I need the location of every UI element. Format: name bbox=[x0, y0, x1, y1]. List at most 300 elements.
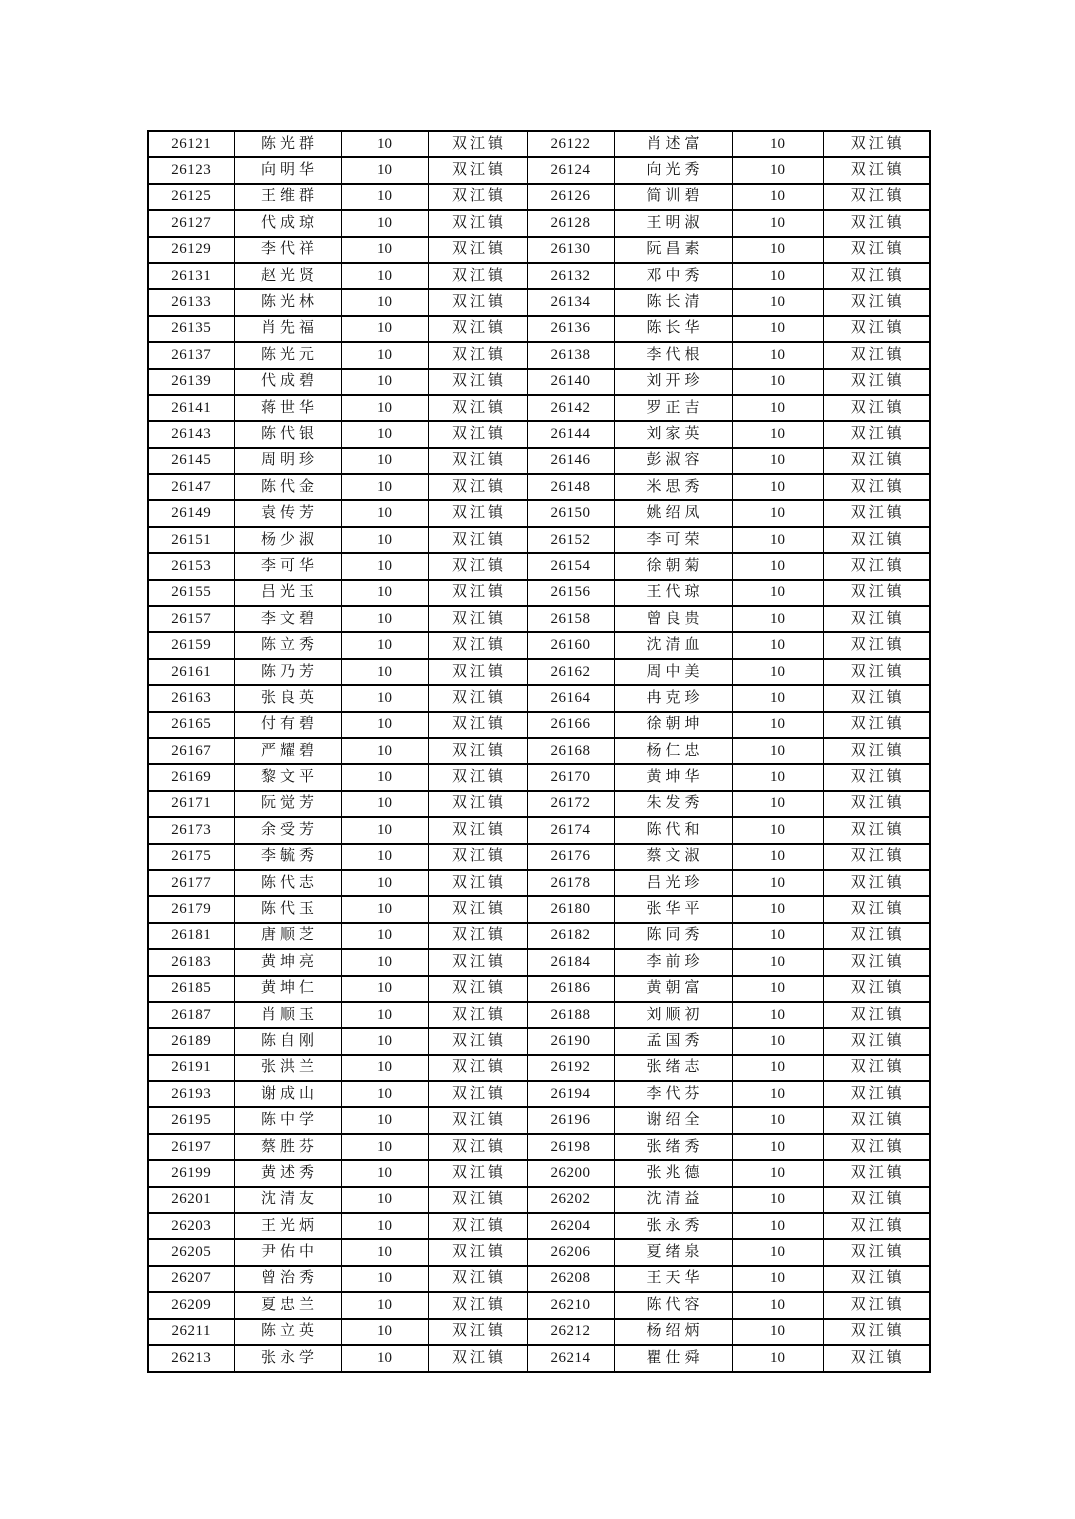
entry-name-cell: 王明淑 bbox=[614, 210, 732, 236]
entry-id-cell: 26181 bbox=[148, 923, 234, 949]
entry-town-cell: 双江镇 bbox=[428, 817, 527, 843]
entry-id-cell: 26171 bbox=[148, 791, 234, 817]
entry-id-cell: 26182 bbox=[527, 923, 614, 949]
entry-value-cell: 10 bbox=[341, 289, 428, 315]
entry-value-cell: 10 bbox=[732, 131, 823, 157]
entry-value-cell: 10 bbox=[732, 1292, 823, 1318]
roster-table-body bbox=[148, 131, 930, 1372]
entry-name-cell: 尹佑中 bbox=[234, 1239, 341, 1265]
entry-town-cell: 双江镇 bbox=[428, 1134, 527, 1160]
entry-value-cell: 10 bbox=[341, 791, 428, 817]
entry-name-cell: 陈代玉 bbox=[234, 896, 341, 922]
entry-id-cell: 26148 bbox=[527, 474, 614, 500]
table-row bbox=[148, 1345, 930, 1372]
entry-id-cell: 26192 bbox=[527, 1055, 614, 1081]
entry-value-cell: 10 bbox=[341, 474, 428, 500]
entry-name-cell: 黄坤仁 bbox=[234, 976, 341, 1002]
entry-town-cell: 双江镇 bbox=[823, 1239, 930, 1265]
entry-id-cell: 26140 bbox=[527, 369, 614, 395]
entry-name-cell: 谢成山 bbox=[234, 1081, 341, 1107]
table-row bbox=[148, 1319, 930, 1345]
entry-value-cell: 10 bbox=[732, 1345, 823, 1372]
table-row bbox=[148, 580, 930, 606]
entry-name-cell: 张洪兰 bbox=[234, 1055, 341, 1081]
entry-town-cell: 双江镇 bbox=[428, 685, 527, 711]
entry-name-cell: 李代芬 bbox=[614, 1081, 732, 1107]
entry-town-cell: 双江镇 bbox=[428, 342, 527, 368]
entry-id-cell: 26167 bbox=[148, 738, 234, 764]
entry-id-cell: 26123 bbox=[148, 157, 234, 183]
entry-value-cell: 10 bbox=[732, 1134, 823, 1160]
entry-town-cell: 双江镇 bbox=[428, 1107, 527, 1133]
entry-town-cell: 双江镇 bbox=[428, 289, 527, 315]
entry-town-cell: 双江镇 bbox=[428, 764, 527, 790]
entry-id-cell: 26188 bbox=[527, 1002, 614, 1028]
entry-name-cell: 蒋世华 bbox=[234, 395, 341, 421]
entry-name-cell: 阮觉芳 bbox=[234, 791, 341, 817]
entry-name-cell: 肖述富 bbox=[614, 131, 732, 157]
entry-value-cell: 10 bbox=[732, 1266, 823, 1292]
entry-value-cell: 10 bbox=[341, 606, 428, 632]
table-row bbox=[148, 976, 930, 1002]
entry-value-cell: 10 bbox=[341, 632, 428, 658]
entry-name-cell: 赵光贤 bbox=[234, 263, 341, 289]
entry-value-cell: 10 bbox=[341, 738, 428, 764]
entry-value-cell: 10 bbox=[341, 131, 428, 157]
entry-value-cell: 10 bbox=[732, 1028, 823, 1054]
entry-name-cell: 夏忠兰 bbox=[234, 1292, 341, 1318]
entry-town-cell: 双江镇 bbox=[428, 1239, 527, 1265]
entry-town-cell: 双江镇 bbox=[823, 395, 930, 421]
entry-id-cell: 26207 bbox=[148, 1266, 234, 1292]
entry-id-cell: 26178 bbox=[527, 870, 614, 896]
entry-id-cell: 26141 bbox=[148, 395, 234, 421]
entry-id-cell: 26138 bbox=[527, 342, 614, 368]
entry-name-cell: 黄坤亮 bbox=[234, 949, 341, 975]
entry-name-cell: 代成琼 bbox=[234, 210, 341, 236]
entry-id-cell: 26133 bbox=[148, 289, 234, 315]
entry-value-cell: 10 bbox=[732, 1187, 823, 1213]
table-row bbox=[148, 1107, 930, 1133]
entry-value-cell: 10 bbox=[732, 448, 823, 474]
entry-value-cell: 10 bbox=[341, 923, 428, 949]
entry-id-cell: 26139 bbox=[148, 369, 234, 395]
entry-value-cell: 10 bbox=[341, 395, 428, 421]
entry-name-cell: 向光秀 bbox=[614, 157, 732, 183]
entry-value-cell: 10 bbox=[732, 421, 823, 447]
entry-id-cell: 26125 bbox=[148, 184, 234, 210]
entry-id-cell: 26163 bbox=[148, 685, 234, 711]
entry-value-cell: 10 bbox=[341, 870, 428, 896]
entry-value-cell: 10 bbox=[732, 870, 823, 896]
entry-name-cell: 陈代银 bbox=[234, 421, 341, 447]
entry-id-cell: 26164 bbox=[527, 685, 614, 711]
entry-name-cell: 李可华 bbox=[234, 553, 341, 579]
table-row bbox=[148, 1160, 930, 1186]
entry-town-cell: 双江镇 bbox=[428, 949, 527, 975]
entry-town-cell: 双江镇 bbox=[823, 263, 930, 289]
entry-id-cell: 26195 bbox=[148, 1107, 234, 1133]
entry-id-cell: 26142 bbox=[527, 395, 614, 421]
entry-town-cell: 双江镇 bbox=[823, 791, 930, 817]
entry-value-cell: 10 bbox=[732, 1002, 823, 1028]
entry-name-cell: 陈长华 bbox=[614, 316, 732, 342]
entry-name-cell: 沈清益 bbox=[614, 1187, 732, 1213]
entry-value-cell: 10 bbox=[341, 580, 428, 606]
table-row bbox=[148, 764, 930, 790]
entry-name-cell: 陈立秀 bbox=[234, 632, 341, 658]
entry-name-cell: 彭淑容 bbox=[614, 448, 732, 474]
entry-name-cell: 周中美 bbox=[614, 659, 732, 685]
entry-name-cell: 李文碧 bbox=[234, 606, 341, 632]
entry-name-cell: 张永学 bbox=[234, 1345, 341, 1372]
entry-value-cell: 10 bbox=[341, 527, 428, 553]
entry-value-cell: 10 bbox=[732, 395, 823, 421]
entry-name-cell: 黄述秀 bbox=[234, 1160, 341, 1186]
table-row bbox=[148, 553, 930, 579]
entry-name-cell: 冉克珍 bbox=[614, 685, 732, 711]
entry-value-cell: 10 bbox=[732, 184, 823, 210]
entry-value-cell: 10 bbox=[341, 448, 428, 474]
entry-name-cell: 李前珍 bbox=[614, 949, 732, 975]
entry-town-cell: 双江镇 bbox=[428, 1028, 527, 1054]
entry-name-cell: 徐朝菊 bbox=[614, 553, 732, 579]
entry-id-cell: 26177 bbox=[148, 870, 234, 896]
entry-town-cell: 双江镇 bbox=[823, 369, 930, 395]
entry-id-cell: 26166 bbox=[527, 712, 614, 738]
entry-town-cell: 双江镇 bbox=[823, 1107, 930, 1133]
entry-id-cell: 26211 bbox=[148, 1319, 234, 1345]
table-row bbox=[148, 923, 930, 949]
entry-value-cell: 10 bbox=[341, 712, 428, 738]
entry-id-cell: 26175 bbox=[148, 844, 234, 870]
entry-value-cell: 10 bbox=[341, 844, 428, 870]
entry-name-cell: 杨仁忠 bbox=[614, 738, 732, 764]
entry-town-cell: 双江镇 bbox=[428, 844, 527, 870]
table-row bbox=[148, 1002, 930, 1028]
entry-value-cell: 10 bbox=[732, 289, 823, 315]
entry-name-cell: 吕光珍 bbox=[614, 870, 732, 896]
entry-value-cell: 10 bbox=[341, 1319, 428, 1345]
entry-value-cell: 10 bbox=[732, 527, 823, 553]
entry-town-cell: 双江镇 bbox=[428, 553, 527, 579]
entry-town-cell: 双江镇 bbox=[823, 632, 930, 658]
entry-value-cell: 10 bbox=[341, 263, 428, 289]
entry-value-cell: 10 bbox=[341, 553, 428, 579]
entry-id-cell: 26131 bbox=[148, 263, 234, 289]
entry-id-cell: 26185 bbox=[148, 976, 234, 1002]
roster-table bbox=[147, 130, 931, 1373]
entry-value-cell: 10 bbox=[732, 764, 823, 790]
entry-name-cell: 黄朝富 bbox=[614, 976, 732, 1002]
entry-name-cell: 付有碧 bbox=[234, 712, 341, 738]
entry-town-cell: 双江镇 bbox=[428, 527, 527, 553]
entry-name-cell: 陈中学 bbox=[234, 1107, 341, 1133]
entry-id-cell: 26127 bbox=[148, 210, 234, 236]
entry-id-cell: 26149 bbox=[148, 500, 234, 526]
table-row bbox=[148, 738, 930, 764]
entry-id-cell: 26143 bbox=[148, 421, 234, 447]
table-row bbox=[148, 632, 930, 658]
entry-value-cell: 10 bbox=[732, 659, 823, 685]
entry-value-cell: 10 bbox=[732, 1319, 823, 1345]
entry-id-cell: 26154 bbox=[527, 553, 614, 579]
entry-name-cell: 向明华 bbox=[234, 157, 341, 183]
table-row bbox=[148, 1187, 930, 1213]
entry-town-cell: 双江镇 bbox=[823, 1266, 930, 1292]
entry-value-cell: 10 bbox=[341, 1266, 428, 1292]
table-row bbox=[148, 263, 930, 289]
entry-name-cell: 阮昌素 bbox=[614, 237, 732, 263]
entry-town-cell: 双江镇 bbox=[428, 632, 527, 658]
entry-town-cell: 双江镇 bbox=[823, 527, 930, 553]
entry-town-cell: 双江镇 bbox=[428, 421, 527, 447]
entry-name-cell: 严耀碧 bbox=[234, 738, 341, 764]
entry-id-cell: 26126 bbox=[527, 184, 614, 210]
entry-id-cell: 26132 bbox=[527, 263, 614, 289]
entry-name-cell: 谢绍全 bbox=[614, 1107, 732, 1133]
entry-name-cell: 罗正吉 bbox=[614, 395, 732, 421]
entry-town-cell: 双江镇 bbox=[823, 184, 930, 210]
entry-id-cell: 26184 bbox=[527, 949, 614, 975]
entry-value-cell: 10 bbox=[341, 976, 428, 1002]
entry-name-cell: 曾良贵 bbox=[614, 606, 732, 632]
entry-name-cell: 袁传芳 bbox=[234, 500, 341, 526]
entry-id-cell: 26212 bbox=[527, 1319, 614, 1345]
entry-town-cell: 双江镇 bbox=[823, 316, 930, 342]
entry-name-cell: 陈光群 bbox=[234, 131, 341, 157]
entry-name-cell: 唐顺芝 bbox=[234, 923, 341, 949]
entry-value-cell: 10 bbox=[732, 474, 823, 500]
entry-town-cell: 双江镇 bbox=[823, 1081, 930, 1107]
entry-value-cell: 10 bbox=[341, 500, 428, 526]
table-row bbox=[148, 1292, 930, 1318]
entry-id-cell: 26206 bbox=[527, 1239, 614, 1265]
entry-town-cell: 双江镇 bbox=[823, 1345, 930, 1372]
entry-town-cell: 双江镇 bbox=[823, 764, 930, 790]
table-row bbox=[148, 527, 930, 553]
entry-town-cell: 双江镇 bbox=[823, 580, 930, 606]
entry-value-cell: 10 bbox=[341, 316, 428, 342]
entry-name-cell: 陈光元 bbox=[234, 342, 341, 368]
entry-town-cell: 双江镇 bbox=[823, 1002, 930, 1028]
entry-value-cell: 10 bbox=[341, 817, 428, 843]
entry-town-cell: 双江镇 bbox=[428, 976, 527, 1002]
entry-id-cell: 26146 bbox=[527, 448, 614, 474]
entry-value-cell: 10 bbox=[341, 421, 428, 447]
entry-id-cell: 26147 bbox=[148, 474, 234, 500]
entry-value-cell: 10 bbox=[732, 263, 823, 289]
entry-name-cell: 刘家英 bbox=[614, 421, 732, 447]
entry-name-cell: 夏绪泉 bbox=[614, 1239, 732, 1265]
entry-name-cell: 王光炳 bbox=[234, 1213, 341, 1239]
entry-name-cell: 瞿仕舜 bbox=[614, 1345, 732, 1372]
table-row bbox=[148, 131, 930, 157]
entry-name-cell: 沈清血 bbox=[614, 632, 732, 658]
entry-value-cell: 10 bbox=[341, 685, 428, 711]
entry-town-cell: 双江镇 bbox=[823, 949, 930, 975]
entry-town-cell: 双江镇 bbox=[823, 157, 930, 183]
entry-id-cell: 26160 bbox=[527, 632, 614, 658]
entry-name-cell: 姚绍凤 bbox=[614, 500, 732, 526]
table-row bbox=[148, 369, 930, 395]
entry-value-cell: 10 bbox=[341, 1055, 428, 1081]
table-row bbox=[148, 237, 930, 263]
entry-value-cell: 10 bbox=[341, 1028, 428, 1054]
entry-name-cell: 邓中秀 bbox=[614, 263, 732, 289]
table-row bbox=[148, 474, 930, 500]
table-row bbox=[148, 395, 930, 421]
table-row bbox=[148, 896, 930, 922]
table-row bbox=[148, 791, 930, 817]
entry-name-cell: 陈代和 bbox=[614, 817, 732, 843]
entry-id-cell: 26180 bbox=[527, 896, 614, 922]
entry-town-cell: 双江镇 bbox=[823, 131, 930, 157]
table-row bbox=[148, 606, 930, 632]
entry-town-cell: 双江镇 bbox=[428, 1081, 527, 1107]
entry-id-cell: 26162 bbox=[527, 659, 614, 685]
table-row bbox=[148, 342, 930, 368]
entry-id-cell: 26186 bbox=[527, 976, 614, 1002]
entry-town-cell: 双江镇 bbox=[428, 210, 527, 236]
entry-name-cell: 陈代容 bbox=[614, 1292, 732, 1318]
entry-town-cell: 双江镇 bbox=[428, 474, 527, 500]
entry-value-cell: 10 bbox=[732, 817, 823, 843]
entry-value-cell: 10 bbox=[732, 316, 823, 342]
entry-id-cell: 26150 bbox=[527, 500, 614, 526]
table-row bbox=[148, 844, 930, 870]
entry-name-cell: 米思秀 bbox=[614, 474, 732, 500]
entry-name-cell: 李可荣 bbox=[614, 527, 732, 553]
entry-value-cell: 10 bbox=[732, 606, 823, 632]
entry-value-cell: 10 bbox=[732, 685, 823, 711]
entry-id-cell: 26197 bbox=[148, 1134, 234, 1160]
entry-name-cell: 陈同秀 bbox=[614, 923, 732, 949]
entry-id-cell: 26174 bbox=[527, 817, 614, 843]
entry-id-cell: 26129 bbox=[148, 237, 234, 263]
entry-id-cell: 26157 bbox=[148, 606, 234, 632]
entry-value-cell: 10 bbox=[341, 184, 428, 210]
table-row bbox=[148, 316, 930, 342]
table-row bbox=[148, 1081, 930, 1107]
entry-id-cell: 26183 bbox=[148, 949, 234, 975]
entry-town-cell: 双江镇 bbox=[428, 712, 527, 738]
entry-name-cell: 张良英 bbox=[234, 685, 341, 711]
table-row bbox=[148, 421, 930, 447]
entry-name-cell: 张兆德 bbox=[614, 1160, 732, 1186]
entry-name-cell: 曾治秀 bbox=[234, 1266, 341, 1292]
entry-id-cell: 26210 bbox=[527, 1292, 614, 1318]
table-row bbox=[148, 500, 930, 526]
entry-town-cell: 双江镇 bbox=[428, 237, 527, 263]
entry-town-cell: 双江镇 bbox=[823, 712, 930, 738]
entry-town-cell: 双江镇 bbox=[823, 1055, 930, 1081]
entry-id-cell: 26145 bbox=[148, 448, 234, 474]
entry-value-cell: 10 bbox=[732, 1160, 823, 1186]
entry-town-cell: 双江镇 bbox=[428, 263, 527, 289]
entry-name-cell: 张绪志 bbox=[614, 1055, 732, 1081]
entry-town-cell: 双江镇 bbox=[428, 369, 527, 395]
entry-name-cell: 肖先福 bbox=[234, 316, 341, 342]
entry-town-cell: 双江镇 bbox=[428, 738, 527, 764]
entry-id-cell: 26128 bbox=[527, 210, 614, 236]
entry-value-cell: 10 bbox=[341, 1081, 428, 1107]
entry-town-cell: 双江镇 bbox=[428, 606, 527, 632]
entry-id-cell: 26155 bbox=[148, 580, 234, 606]
entry-value-cell: 10 bbox=[341, 210, 428, 236]
entry-town-cell: 双江镇 bbox=[823, 659, 930, 685]
entry-value-cell: 10 bbox=[732, 791, 823, 817]
table-row bbox=[148, 1134, 930, 1160]
entry-id-cell: 26204 bbox=[527, 1213, 614, 1239]
entry-value-cell: 10 bbox=[732, 632, 823, 658]
entry-town-cell: 双江镇 bbox=[823, 738, 930, 764]
entry-id-cell: 26137 bbox=[148, 342, 234, 368]
entry-name-cell: 王维群 bbox=[234, 184, 341, 210]
entry-name-cell: 陈长清 bbox=[614, 289, 732, 315]
entry-value-cell: 10 bbox=[732, 976, 823, 1002]
entry-town-cell: 双江镇 bbox=[823, 844, 930, 870]
entry-value-cell: 10 bbox=[341, 342, 428, 368]
entry-town-cell: 双江镇 bbox=[823, 342, 930, 368]
table-row bbox=[148, 949, 930, 975]
table-row bbox=[148, 817, 930, 843]
entry-name-cell: 代成碧 bbox=[234, 369, 341, 395]
entry-name-cell: 黎文平 bbox=[234, 764, 341, 790]
entry-name-cell: 吕光玉 bbox=[234, 580, 341, 606]
entry-town-cell: 双江镇 bbox=[823, 606, 930, 632]
entry-town-cell: 双江镇 bbox=[823, 1134, 930, 1160]
entry-value-cell: 10 bbox=[732, 500, 823, 526]
entry-town-cell: 双江镇 bbox=[823, 817, 930, 843]
entry-value-cell: 10 bbox=[732, 844, 823, 870]
table-row bbox=[148, 870, 930, 896]
entry-id-cell: 26198 bbox=[527, 1134, 614, 1160]
entry-id-cell: 26203 bbox=[148, 1213, 234, 1239]
entry-value-cell: 10 bbox=[341, 1239, 428, 1265]
entry-town-cell: 双江镇 bbox=[428, 184, 527, 210]
entry-id-cell: 26172 bbox=[527, 791, 614, 817]
entry-value-cell: 10 bbox=[732, 1239, 823, 1265]
table-row bbox=[148, 210, 930, 236]
entry-town-cell: 双江镇 bbox=[428, 1292, 527, 1318]
entry-id-cell: 26202 bbox=[527, 1187, 614, 1213]
entry-value-cell: 10 bbox=[341, 896, 428, 922]
entry-name-cell: 陈代金 bbox=[234, 474, 341, 500]
entry-name-cell: 陈立英 bbox=[234, 1319, 341, 1345]
entry-value-cell: 10 bbox=[732, 237, 823, 263]
table-row bbox=[148, 685, 930, 711]
table-row bbox=[148, 1239, 930, 1265]
table-row bbox=[148, 1266, 930, 1292]
entry-id-cell: 26170 bbox=[527, 764, 614, 790]
entry-town-cell: 双江镇 bbox=[823, 421, 930, 447]
entry-town-cell: 双江镇 bbox=[823, 896, 930, 922]
entry-id-cell: 26193 bbox=[148, 1081, 234, 1107]
entry-value-cell: 10 bbox=[341, 1160, 428, 1186]
entry-value-cell: 10 bbox=[732, 369, 823, 395]
entry-town-cell: 双江镇 bbox=[823, 237, 930, 263]
entry-value-cell: 10 bbox=[341, 949, 428, 975]
entry-id-cell: 26151 bbox=[148, 527, 234, 553]
entry-value-cell: 10 bbox=[732, 1055, 823, 1081]
entry-town-cell: 双江镇 bbox=[823, 1028, 930, 1054]
entry-town-cell: 双江镇 bbox=[823, 448, 930, 474]
entry-value-cell: 10 bbox=[732, 553, 823, 579]
entry-name-cell: 刘顺初 bbox=[614, 1002, 732, 1028]
entry-id-cell: 26176 bbox=[527, 844, 614, 870]
entry-town-cell: 双江镇 bbox=[823, 210, 930, 236]
